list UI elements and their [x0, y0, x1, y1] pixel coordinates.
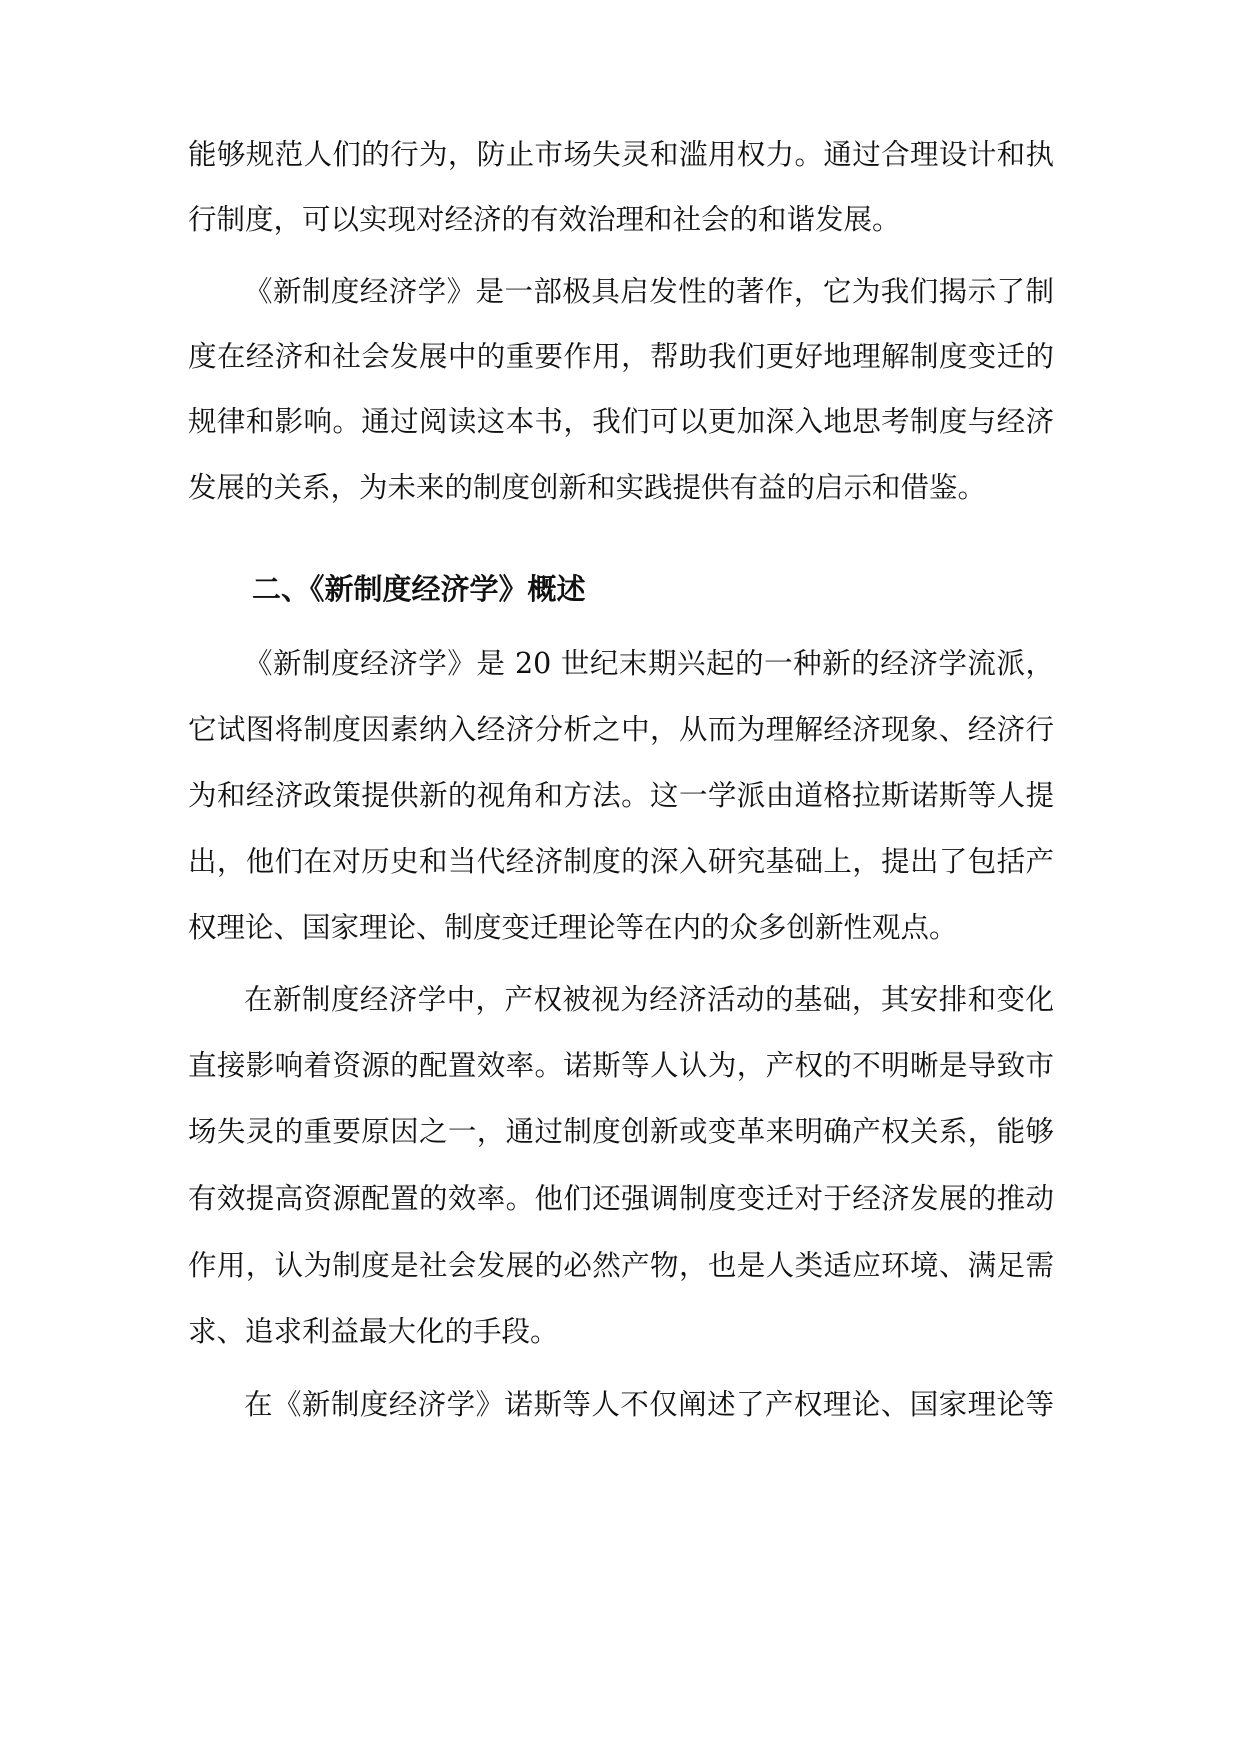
section-paragraph-2-line-2: 直接影响着资源的配置效率。诺斯等人认为，产权的不明晰是导致市 — [188, 1049, 1054, 1082]
section-heading: 二、《新制度经济学》概述 — [252, 572, 586, 606]
section-paragraph-3-line-1: 在《新制度经济学》诺斯等人不仅阐述了产权理论、国家理论等 — [244, 1388, 1054, 1421]
paragraph-2-line-4: 发展的关系，为未来的制度创新和实践提供有益的启示和借鉴。 — [188, 471, 987, 504]
section-paragraph-2-line-3: 场失灵的重要原因之一，通过制度创新或变革来明确产权关系，能够 — [188, 1115, 1054, 1148]
section-paragraph-2-line-5: 作用，认为制度是社会发展的必然产物，也是人类适应环境、满足需 — [188, 1249, 1054, 1282]
section-paragraph-1-line-2: 它试图将制度因素纳入经济分析之中，从而为理解经济现象、经济行 — [188, 713, 1054, 746]
paragraph-2-line-3: 规律和影响。通过阅读这本书，我们可以更加深入地思考制度与经济 — [188, 405, 1054, 438]
section-paragraph-2-line-6: 求、追求利益最大化的手段。 — [188, 1315, 559, 1348]
paragraph-2-line-1: 《新制度经济学》是一部极具启发性的著作，它为我们揭示了制 — [244, 275, 1054, 308]
paragraph-2-line-2: 度在经济和社会发展中的重要作用，帮助我们更好地理解制度变迁的 — [188, 340, 1054, 373]
section-paragraph-1-line-4: 出，他们在对历史和当代经济制度的深入研究基础上，提出了包括产 — [188, 845, 1054, 878]
paragraph-1-line-2: 行制度，可以实现对经济的有效治理和社会的和谐发展。 — [188, 203, 901, 236]
section-paragraph-1-line-1: 《新制度经济学》是 20 世纪末期兴起的一种新的经济学流派， — [244, 647, 1054, 680]
section-paragraph-2-line-4: 有效提高资源配置的效率。他们还强调制度变迁对于经济发展的推动 — [188, 1182, 1054, 1215]
section-paragraph-1-line-3: 为和经济政策提供新的视角和方法。这一学派由道格拉斯诺斯等人提 — [188, 779, 1054, 812]
section-paragraph-1-line-5: 权理论、国家理论、制度变迁理论等在内的众多创新性观点。 — [188, 911, 958, 944]
paragraph-1-line-1: 能够规范人们的行为，防止市场失灵和滥用权力。通过合理设计和执 — [188, 138, 1054, 171]
section-paragraph-2-line-1: 在新制度经济学中，产权被视为经济活动的基础，其安排和变化 — [244, 983, 1054, 1016]
